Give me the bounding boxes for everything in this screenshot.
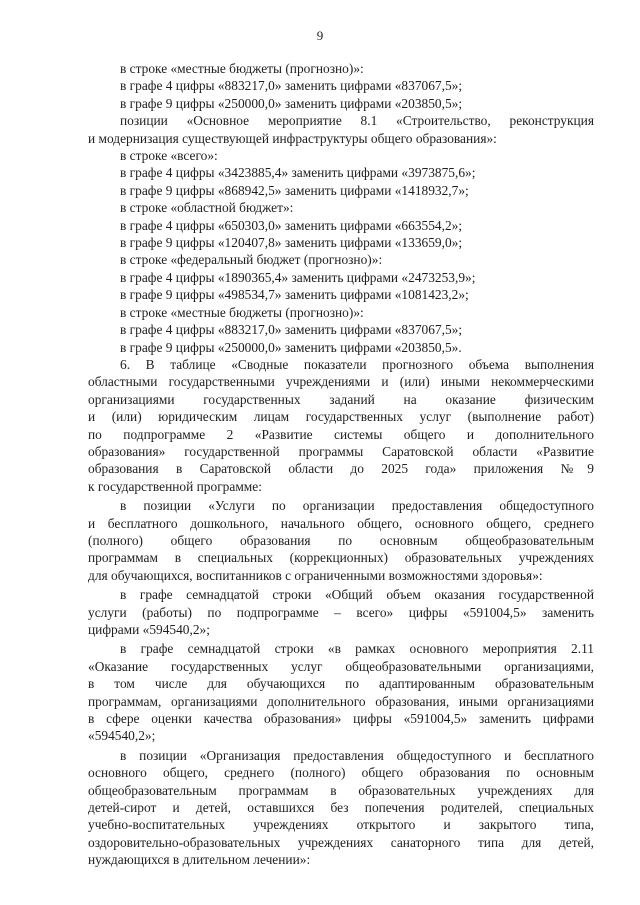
text-line: в графе 4 цифры «1890365,4» заменить цифрами «2473253,9»; (120, 269, 476, 285)
text-line: областными государственными учреждениями и (или) иными некоммерческими (88, 374, 594, 390)
text-line: образования в Саратовской области до 2025 года» приложения №9 (88, 461, 594, 477)
document-body (88, 60, 594, 869)
page-number: 9 (316, 28, 324, 43)
text-line: в графе 9 цифры «250000,0» заменить цифрами «203850,5». (120, 339, 462, 355)
text-line: по подпрограмме 2 «Развитие системы общего и дополнительного (88, 426, 594, 442)
text-line: в графе 9 цифры «120407,8» заменить цифрами «133659,0»; (120, 235, 463, 251)
text-line: в строке «федеральный бюджет (прогнозно)»: (120, 252, 383, 268)
text-line: в строке «областной бюджет»: (120, 200, 294, 216)
text-line: и бесплатного дошкольного, начального общего, основного общего, среднего (88, 515, 594, 531)
text-line: (полного) общего образования по основным общеобразовательным (88, 532, 594, 548)
text-line: в строке «местные бюджеты (прогнозно)»: (120, 304, 364, 320)
text-line: в строке «местные бюджеты (прогнозно)»: (120, 61, 364, 76)
text-line: «Оказание государственных услуг общеобразовательными организациями, (88, 658, 594, 674)
text-line: 6. В таблице «Сводные показатели прогнозного объема выполнения (120, 356, 594, 372)
text-line: основного общего, среднего (полного) общего образования по основным (88, 765, 594, 781)
text-line: в позиции «Организация предоставления общедоступного и бесплатного (120, 747, 594, 763)
text-line: программам в специальных (коррекционных) образовательных учреждениях (88, 550, 594, 566)
text-line: учебно-воспитательных учреждениях открытого и закрытого типа, (88, 817, 594, 833)
text-line: оздоровительно-образовательных учреждениях санаторного типа для детей, (88, 834, 594, 850)
text-line: в графе семнадцатой строки «в рамках основного мероприятия 2.11 (120, 641, 594, 657)
text-line: нуждающихся в длительном лечении»: (88, 852, 311, 868)
text-line: «594540,2»; (88, 728, 156, 744)
text-line: и модернизация существующей инфраструктуры общего образования»: (88, 130, 497, 146)
text-line: в позиции «Услуги по организации предоставления общедоступного (120, 498, 594, 514)
text-line: и (или) юридическим лицам государственных услуг (выполнение работ) (88, 409, 594, 425)
text-line: в том числе для обучающихся по адаптированным образовательным (88, 676, 594, 692)
text-line: в графе 4 цифры «883217,0» заменить цифрами «837067,5»; (120, 78, 463, 94)
text-line: услуги (работы) по подпрограмме – всего» цифры «591004,5» заменить (88, 604, 594, 620)
text-line: к государственной программе: (88, 478, 262, 494)
text-line: цифрами «594540,2»; (88, 622, 210, 637)
text-line: программам, организациями дополнительного образования, иными организациями (88, 693, 594, 709)
text-line: в графе 9 цифры «498534,7» заменить цифрами «1081423,2»; (120, 287, 469, 303)
text-line: организациями государственных заданий на оказание физическим (88, 391, 594, 407)
text-line: в графе 4 цифры «883217,0» заменить цифрами «837067,5»; (120, 322, 463, 338)
text-line: в графе 9 цифры «250000,0» заменить цифрами «203850,5»; (120, 95, 463, 111)
text-line: общеобразовательным программам в образовательных учреждениях для (88, 782, 594, 798)
text-line: образования» государственной программы Саратовской области «Развитие (88, 443, 594, 459)
text-line: позиции «Основное мероприятие 8.1 «Строительство, реконструкция (120, 113, 594, 129)
text-line: в сфере оценки качества образования» цифры «591004,5» заменить цифрами (88, 711, 594, 727)
text-line: в строке «всего»: (120, 148, 218, 164)
text-line: в графе 4 цифры «650303,0» заменить цифрами «663554,2»; (120, 217, 463, 233)
text-line: детей-сирот и детей, оставшихся без попечения родителей, специальных (88, 800, 594, 816)
text-line: в графе семнадцатой строки «Общий объем оказания государственной (120, 587, 594, 603)
text-line: в графе 4 цифры «3423885,4» заменить цифрами «3973875,6»; (120, 165, 476, 181)
text-line: в графе 9 цифры «868942,5» заменить цифрами «1418932,7»; (120, 182, 469, 198)
text-line: для обучающихся, воспитанников с ограниченными возможностями здоровья»: (88, 567, 543, 583)
